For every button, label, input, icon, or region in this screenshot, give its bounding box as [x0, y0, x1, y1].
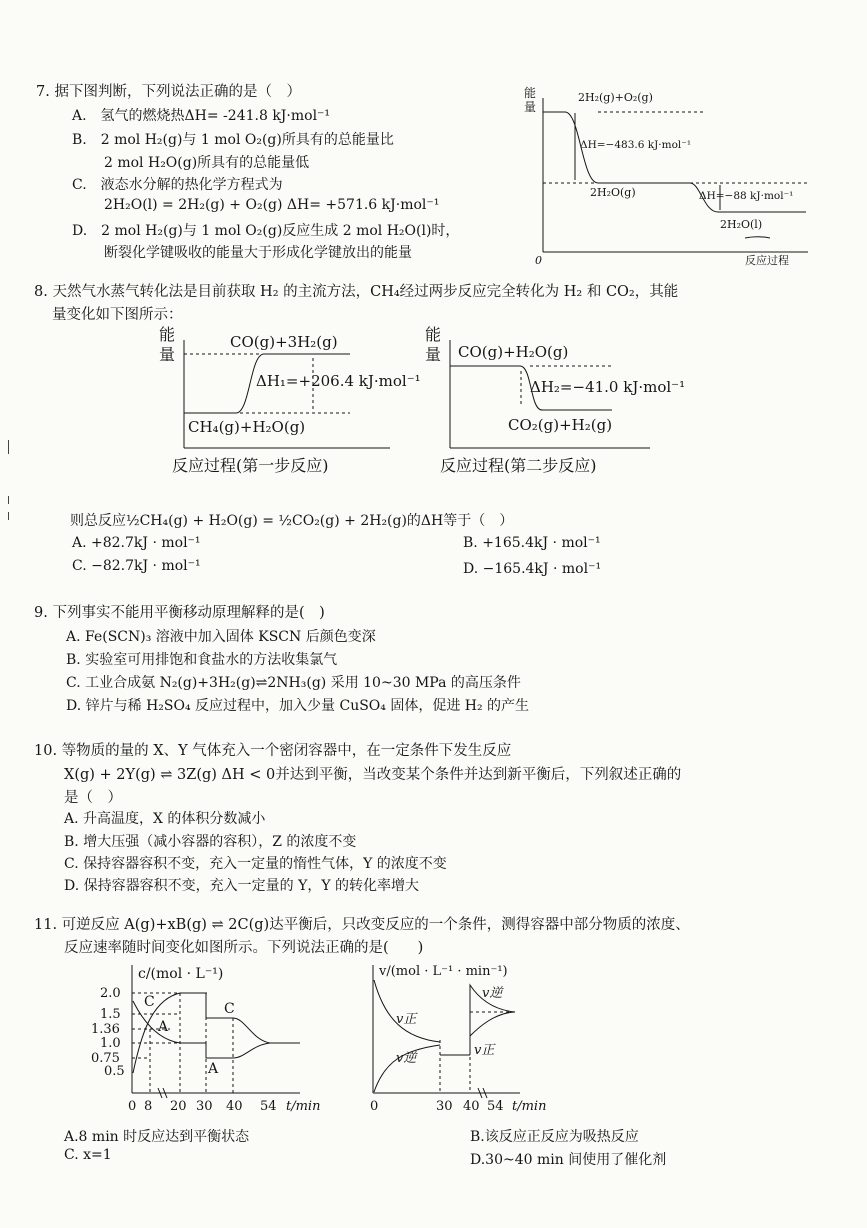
q11c1-xtick-8: 8 [144, 1099, 153, 1114]
q7-origin: 0 [535, 254, 542, 267]
q7-dh2-label: ΔH=−88 kJ·mol⁻¹ [699, 190, 794, 202]
q11c1-xtick-0: 0 [128, 1099, 137, 1114]
q8c1-xlabel: 反应过程(第一步反应) [172, 456, 329, 475]
q7-option-b-line2: 2 mol H₂O(g)所具有的总能量低 [104, 155, 310, 171]
q7-level-top: 2H₂(g)+O₂(g) [578, 91, 653, 104]
q9-stem: 9. 下列事实不能用平衡移动原理解释的是( ) [34, 605, 325, 621]
q8-option-d: D. −165.4kJ · mol⁻¹ [463, 561, 602, 577]
q8c1-bottom-label: CH₄(g)+H₂O(g) [188, 418, 306, 436]
q11c1-label-a2: A [208, 1061, 219, 1077]
q11c2-label-vrev2: v逆 [482, 986, 503, 1001]
q11-option-d: D.30~40 min 间使用了催化剂 [470, 1152, 667, 1168]
q10-option-c: C. 保持容器容积不变，充入一定量的惰性气体，Y 的浓度不变 [64, 856, 447, 872]
q8c2-dh-label: ΔH₂=−41.0 kJ·mol⁻¹ [530, 378, 686, 396]
q10-option-a: A. 升高温度，X 的体积分数减小 [64, 811, 266, 827]
q11-stem-line1: 11. 可逆反应 A(g)+xB(g) ⇌ 2C(g)达平衡后，只改变反应的一个条件，测得容器中部分物质的浓度、 [34, 917, 690, 933]
q8-option-b: B. +165.4kJ · mol⁻¹ [463, 535, 601, 551]
q11c2-xtick-54: 54 [487, 1099, 504, 1114]
q11c1-ytick-0.5: 0.5 [104, 1064, 125, 1079]
q7-level-low: 2H₂O(l) [720, 218, 763, 231]
q11c2-xtick-30: 30 [436, 1099, 453, 1114]
q10-option-d: D. 保持容器容积不变，充入一定量的 Y，Y 的转化率增大 [64, 878, 420, 894]
q11c1-label-a1: A [158, 1019, 169, 1035]
q8c1-ylabel-2: 量 [159, 345, 176, 364]
q8-stem-line1: 8. 天然气水蒸气转化法是目前获取 H₂ 的主流方法，CH₄经过两步反应完全转化为 H₂ 和 CO₂，其能 [34, 284, 679, 300]
q11c1-ytick-1.5: 1.5 [100, 1007, 121, 1022]
q7-dh1-label: ΔH=−483.6 kJ·mol⁻¹ [580, 139, 692, 151]
q7-ylabel-1: 能 [524, 86, 537, 100]
q11c1-xtick-40: 40 [226, 1099, 243, 1114]
scan-margin-mark [8, 512, 9, 520]
q11-stem-line2: 反应速率随时间变化如图所示。下列说法正确的是( ) [64, 940, 424, 956]
q10-stem-line1: 10. 等物质的量的 X、Y 气体充入一个密闭容器中，在一定条件下发生反应 [34, 743, 512, 759]
q7-option-c-line2: 2H₂O(l) = 2H₂(g) + O₂(g) ΔH= +571.6 kJ·mol⁻¹ [104, 197, 440, 213]
q8c1-top-label: CO(g)+3H₂(g) [230, 333, 338, 351]
q11c1-ytick-1.36: 1.36 [91, 1022, 120, 1037]
q11c2-label-vrev: v逆 [396, 1051, 417, 1066]
q8c2-ylabel-2: 量 [425, 345, 442, 364]
q11c1-label-c1: C [144, 994, 155, 1010]
q7-ylabel-2: 量 [524, 100, 537, 114]
q8-question: 则总反应½CH₄(g) + H₂O(g) = ½CO₂(g) + 2H₂(g)的ΔH等于（ ） [70, 513, 514, 529]
q11c1-xtick-54: 54 [260, 1099, 277, 1114]
q7-option-d-line1: D. 2 mol H₂(g)与 1 mol O₂(g)反应生成 2 mol H₂O(l)时， [72, 223, 460, 239]
q9-option-b: B. 实验室可用排饱和食盐水的方法收集氯气 [66, 652, 338, 668]
scan-margin-mark [8, 440, 9, 454]
q8-option-c: C. −82.7kJ · mol⁻¹ [72, 558, 201, 574]
q7-stem: 7. 据下图判断，下列说法正确的是（ ） [36, 84, 301, 100]
q10-stem-line3: 是（ ） [64, 790, 122, 806]
q11c2-gridlines [440, 985, 515, 1093]
q11c2-xtick-40: 40 [463, 1099, 480, 1114]
q8-option-a: A. +82.7kJ · mol⁻¹ [72, 535, 201, 551]
q11c2-curve-vfwd [374, 980, 440, 1042]
q11c2-ylabel: v/(mol · L⁻¹ · min⁻¹) [379, 964, 508, 979]
q8c2-bottom-label: CO₂(g)+H₂(g) [508, 416, 613, 434]
q11c2-xunit: t/min [512, 1099, 547, 1114]
q11c1-ytick-2.0: 2.0 [100, 986, 121, 1001]
q8c2-ylabel-1: 能 [425, 325, 442, 344]
q11c2-label-vfwd: v正 [396, 1012, 417, 1027]
q11c1-xunit: t/min [286, 1099, 321, 1114]
q11-option-c: C. x=1 [64, 1147, 112, 1163]
q7-option-c-line1: C. 液态水分解的热化学方程式为 [72, 177, 283, 193]
q11c1-label-c2: C [224, 1001, 235, 1017]
q8c2-xlabel: 反应过程(第二步反应) [440, 456, 597, 475]
q9-option-d: D. 锌片与稀 H₂SO₄ 反应过程中，加入少量 CuSO₄ 固体，促进 H₂ 的产生 [66, 698, 530, 714]
q7-option-a: A. 氢气的燃烧热ΔH= -241.8 kJ·mol⁻¹ [72, 108, 331, 124]
q7-xlabel: 反应过程 [745, 254, 789, 267]
q8c1-dh-label: ΔH₁=+206.4 kJ·mol⁻¹ [256, 372, 421, 390]
q10-option-b: B. 增大压强（减小容器的容积），Z 的浓度不变 [64, 834, 357, 850]
scan-margin-mark [8, 496, 9, 504]
q8-stem-line2: 量变化如下图所示： [52, 307, 183, 323]
q11-option-a: A.8 min 时反应达到平衡状态 [64, 1129, 250, 1145]
q11c1-ytick-0.75: 0.75 [91, 1051, 120, 1066]
q7-level-mid: 2H₂O(g) [590, 186, 636, 199]
q7-option-b-line1: B. 2 mol H₂(g)与 1 mol O₂(g)所具有的总能量比 [72, 132, 394, 148]
q8c2-top-label: CO(g)+H₂O(g) [458, 343, 569, 361]
q11c1-ylabel: c/(mol · L⁻¹) [138, 966, 224, 982]
q8c1-ylabel-1: 能 [159, 325, 176, 344]
q7-option-d-line2: 断裂化学键吸收的能量大于形成化学键放出的能量 [104, 245, 412, 261]
q11-option-b: B.该反应正反应为吸热反应 [470, 1129, 639, 1145]
q11c2-label-vfwd2: v正 [474, 1043, 495, 1058]
q11c2-xtick-0: 0 [370, 1099, 379, 1114]
q11c1-xtick-20: 20 [170, 1099, 187, 1114]
q10-stem-line2: X(g) + 2Y(g) ⇌ 3Z(g) ΔH < 0并达到平衡，当改变某个条件并达到新平衡后，下列叙述正确的 [64, 767, 682, 783]
q11c1-ytick-1.0: 1.0 [100, 1036, 121, 1051]
q11c1-xtick-30: 30 [196, 1099, 213, 1114]
q9-option-c: C. 工业合成氨 N₂(g)+3H₂(g)⇌2NH₃(g) 采用 10~30 MPa 的高压条件 [66, 675, 521, 691]
q9-option-a: A. Fe(SCN)₃ 溶液中加入固体 KSCN 后颜色变深 [66, 629, 376, 645]
